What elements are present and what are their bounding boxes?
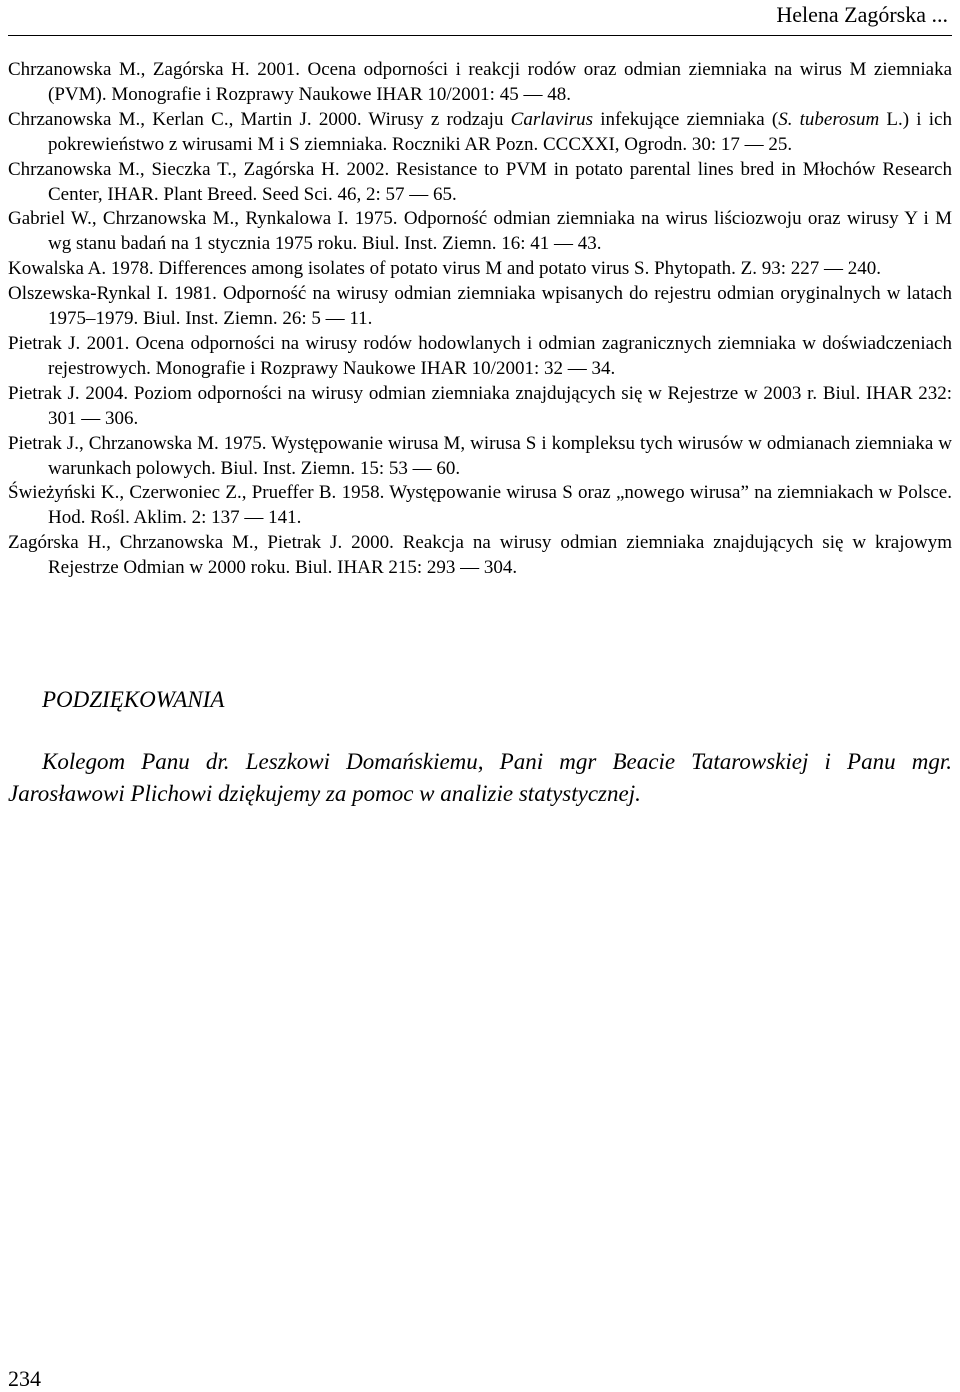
reference-item	[8, 207, 952, 257]
reference-item	[8, 58, 952, 108]
reference-text: infekujące ziemniaka (	[593, 108, 779, 130]
reference-item	[8, 158, 952, 208]
running-header: Helena Zagórska ...	[776, 2, 948, 27]
reference-item	[8, 382, 952, 432]
header-rule	[8, 35, 952, 36]
reference-text: Świeżyński K., Czerwoniec Z., Prueffer B. 1958. Występowanie wirusa S oraz „nowego wirusa” na ziemniakach w Polsce. Hod. Rośl. Aklim. 2: 137 — 141.	[8, 482, 952, 529]
reference-item	[8, 332, 952, 382]
reference-text: Chrzanowska M., Kerlan C., Martin J. 2000. Wirusy z rodzaju	[8, 108, 511, 130]
reference-item	[8, 531, 952, 581]
reference-item	[8, 108, 952, 158]
acknowledgements-text: Kolegom Panu dr. Leszkowi Domańskiemu, Pani mgr Beacie Tatarowskiej i Panu mgr. Jarosławowi Plichowi dziękujemy za pomoc w analizie statystycznej.	[8, 749, 952, 806]
reference-text: Pietrak J. 2004. Poziom odporności na wirusy odmian ziemniaka znajdujących się w Rejestrze w 2003 r. Biul. IHAR 232: 301 — 306.	[8, 382, 952, 429]
reference-text: Chrzanowska M., Sieczka T., Zagórska H. 2002. Resistance to PVM in potato parental lines bred in Młochów Research Center, IHAR. Plant Breed. Seed Sci. 46, 2: 57 — 65.	[8, 158, 952, 205]
reference-item	[8, 481, 952, 531]
reference-item	[8, 257, 952, 282]
reference-text: Pietrak J., Chrzanowska M. 1975. Występowanie wirusa M, wirusa S i kompleksu tych wirusów w odmianach ziemniaka w warunkach polowych. Biul. Inst. Ziemn. 15: 53 — 60.	[8, 432, 952, 479]
reference-text: Pietrak J. 2001. Ocena odporności na wirusy rodów hodowlanych i odmian zagranicznych ziemniaka w doświadczeniach rejestrowych. Monografie i Rozprawy Naukowe IHAR 10/2001: 32 — 34.	[8, 332, 952, 379]
reference-text: Olszewska-Rynkal I. 1981. Odporność na wirusy odmian ziemniaka wpisanych do rejestru odmian oryginalnych w latach 1975–1979. Biul. Inst. Ziemn. 26: 5 — 11.	[8, 283, 952, 330]
reference-italic-genus: Carlavirus	[510, 108, 594, 130]
reference-list	[8, 58, 952, 581]
acknowledgements-heading: PODZIĘKOWANIA	[42, 687, 225, 712]
reference-italic-species: S. tuberosum	[778, 108, 880, 130]
reference-item	[8, 432, 952, 482]
reference-item	[8, 282, 952, 332]
reference-text: Zagórska H., Chrzanowska M., Pietrak J. 2000. Reakcja na wirusy odmian ziemniaka znajdujących się w krajowym Rejestrze Odmian w 2000 roku. Biul. IHAR 215: 293 — 304.	[8, 532, 952, 579]
reference-text: Chrzanowska M., Zagórska H. 2001. Ocena odporności i reakcji rodów oraz odmian ziemniaka na wirus M ziemniaka (PVM). Monografie i Rozprawy Naukowe IHAR 10/2001: 45 — 48.	[8, 59, 952, 105]
reference-text: L.) i ich pokrewieństwo z wirusami M i S ziemniaka. Roczniki AR Pozn. CCCXXI, Ogrodn. 30: 17 — 25.	[48, 108, 952, 155]
reference-text: Kowalska A. 1978. Differences among isolates of potato virus M and potato virus S. Phytopath. Z. 93: 227 — 240.	[8, 258, 882, 280]
page-number: 234	[8, 1366, 41, 1391]
reference-text: Gabriel W., Chrzanowska M., Rynkalowa I. 1975. Odporność odmian ziemniaka na wirus liściozwoju oraz wirusy Y i M wg stanu badań na 1 stycznia 1975 roku. Biul. Inst. Ziemn. 16: 41 — 43.	[8, 208, 952, 255]
